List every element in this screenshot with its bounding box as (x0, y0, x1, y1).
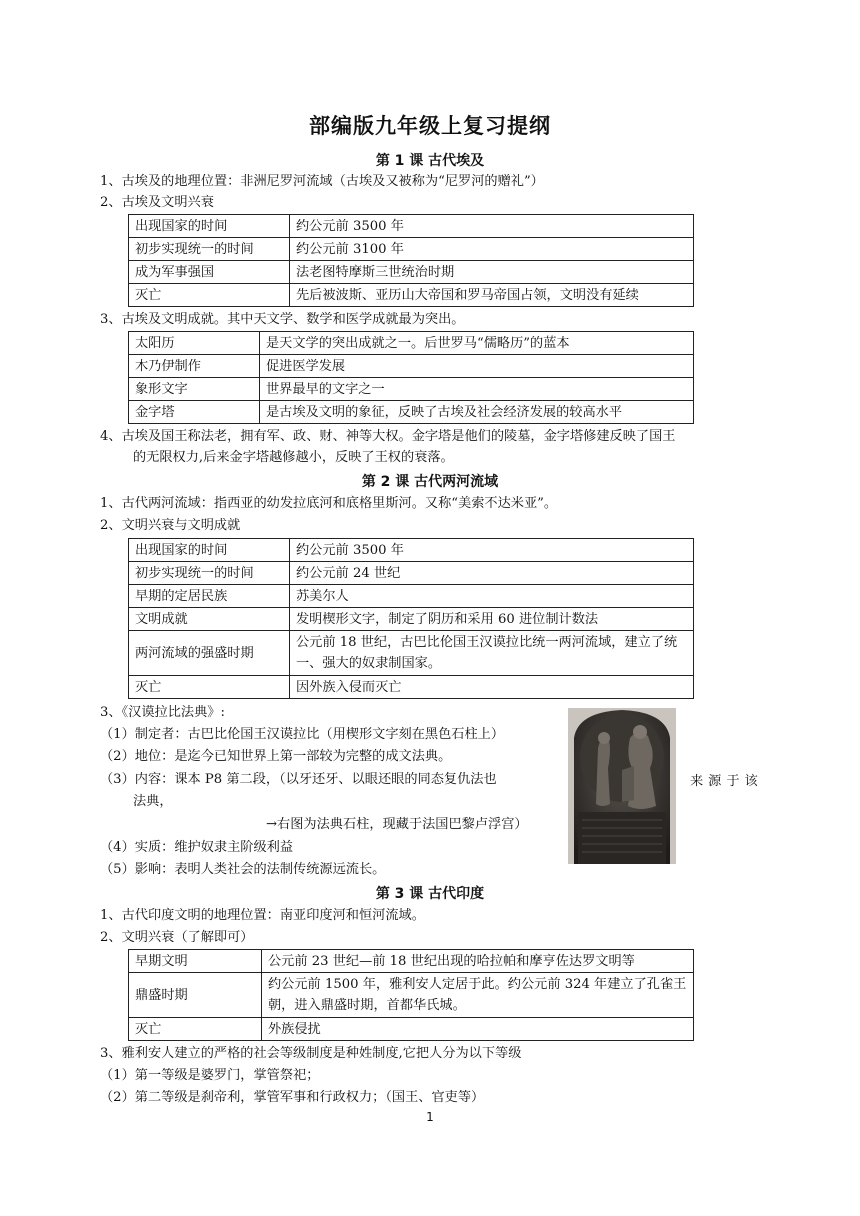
table-row: 成为军事强国 法老图特摩斯三世统治时期 (129, 261, 694, 284)
code-status: （2）地位：是迄今已知世界上第一部较为完整的成文法典。 (100, 749, 452, 764)
lesson-1-table-achievements (128, 331, 694, 424)
lesson-1-table-rise-fall (128, 214, 694, 307)
table-row: 早期文明 公元前 23 世纪—前 18 世纪出现的哈拉帕和摩亨佐达罗文明等 (129, 950, 694, 973)
table-row: 早期的定居民族 苏美尔人 (129, 585, 694, 608)
table-row: 文明成就 发明楔形文字，制定了阴历和采用 60 进位制计数法 (129, 608, 694, 631)
lesson-1-point-2: 2、古埃及文明兴衰 (100, 195, 214, 210)
table-row: 太阳历 是天文学的突出成就之一。后世罗马“儒略历”的蓝本 (129, 332, 694, 355)
document-title: 部编版九年级上复习提纲 (309, 114, 551, 138)
lesson-2-point-3: 3、《汉谟拉比法典》: (100, 705, 225, 720)
table-row: 金字塔 是古埃及文明的象征，反映了古埃及社会经济发展的较高水平 (129, 401, 694, 424)
table-row: 出现国家的时间 约公元前 3500 年 (129, 539, 694, 562)
lesson-1-point-4: 4、古埃及国王称法老，拥有军、政、财、神等大权。金字塔是他们的陵墓，金字塔修建反映了国王 (100, 429, 676, 444)
lesson-1-point-3: 3、古埃及文明成就。其中天文学、数学和医学成就最为突出。 (100, 312, 465, 327)
lesson-2-point-2: 2、文明兴衰与文明成就 (100, 518, 241, 533)
table-row: 初步实现统一的时间 约公元前 24 世纪 (129, 562, 694, 585)
lesson-3-table (128, 949, 694, 1041)
table-row: 木乃伊制作 促进医学发展 (129, 355, 694, 378)
hammurabi-stele-image (568, 708, 676, 864)
table-row: 两河流域的强盛时期 公元前 18 世纪，古巴比伦国王汉谟拉比统一两河流域，建立了统一、强大的奴隶制国家。 (129, 631, 694, 676)
code-content-line-2: 法典， (133, 794, 173, 809)
lesson-3-heading: 第 3 课 古代印度 (375, 886, 485, 902)
code-influence: （5）影响：表明人类社会的法制传统源远流长。 (100, 862, 386, 877)
caste-level-1: （1）第一等级是婆罗门，掌管祭祀； (100, 1068, 320, 1083)
lesson-3-point-1: 1、古代印度文明的地理位置：南亚印度河和恒河流域。 (100, 908, 425, 923)
table-row: 灭亡 因外族入侵而灭亡 (129, 676, 694, 699)
lesson-1-heading: 第 1 课 古代埃及 (375, 153, 485, 169)
table-row: 象形文字 世界最早的文字之一 (129, 378, 694, 401)
code-maker: （1）制定者：古巴比伦国王汉谟拉比（用楔形文字刻在黑色石柱上） (100, 727, 505, 742)
code-essence: （4）实质：维护奴隶主阶级利益 (100, 840, 294, 855)
table-row: 鼎盛时期 约公元前 1500 年，雅利安人定居于此。约公元前 324 年建立了孔雀王朝，进入鼎盛时期，首都华氏城。 (129, 973, 694, 1018)
table-row: 初步实现统一的时间 约公元前 3100 年 (129, 238, 694, 261)
code-content: （3）内容：课本 P8 第二段，（以牙还牙、以眼还眼的同态复仇法也 (100, 772, 497, 787)
table-row: 出现国家的时间 约公元前 3500 年 (129, 215, 694, 238)
lesson-1-point-4-cont: 的无限权力,后来金字塔越修越小，反映了王权的衰落。 (133, 450, 454, 465)
code-content-continued: 来源于该 (690, 774, 763, 789)
lesson-2-point-1: 1、古代两河流域：指西亚的幼发拉底河和底格里斯河。又称“美索不达米亚”。 (100, 496, 558, 511)
lesson-2-heading: 第 2 课 古代两河流域 (361, 474, 499, 490)
lesson-2-table (128, 538, 694, 699)
table-row: 灭亡 外族侵扰 (129, 1018, 694, 1041)
lesson-1-point-1: 1、古埃及的地理位置：非洲尼罗河流域（古埃及又被称为“尼罗河的赠礼”） (100, 174, 544, 189)
code-image-caption: →右图为法典石柱，现藏于法国巴黎卢浮宫） (266, 817, 528, 832)
lesson-3-point-3: 3、雅利安人建立的严格的社会等级制度是种姓制度,它把人分为以下等级 (100, 1046, 522, 1061)
lesson-3-point-2: 2、文明兴衰（了解即可） (100, 930, 254, 945)
page-number: 1 (426, 1110, 434, 1124)
caste-level-2: （2）第二等级是刹帝利，掌管军事和行政权力；（国王、官吏等） (100, 1090, 485, 1105)
table-row: 灭亡 先后被波斯、亚历山大帝国和罗马帝国占领，文明没有延续 (129, 284, 694, 307)
